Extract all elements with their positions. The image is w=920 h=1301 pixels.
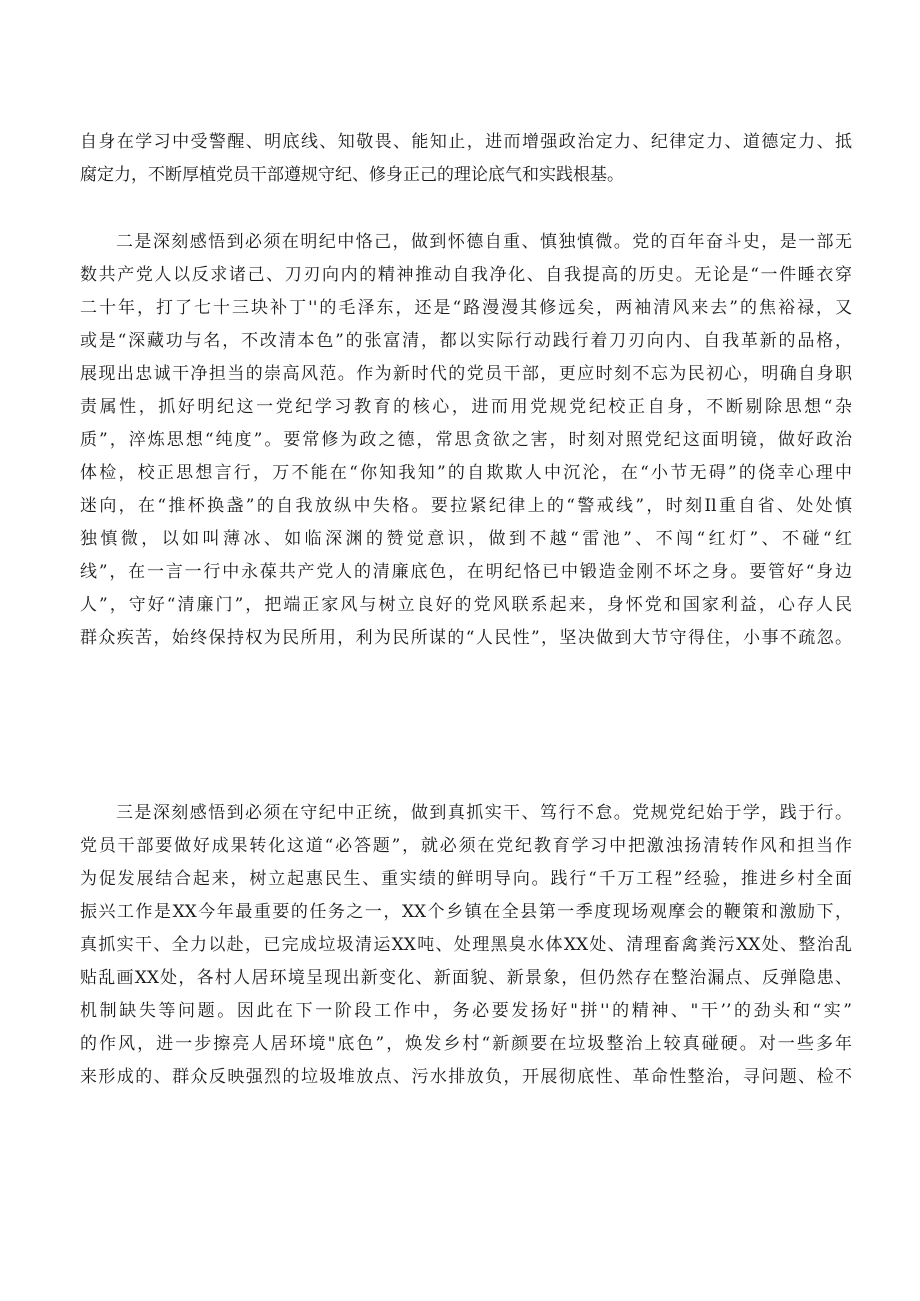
- text-line: 责属性，抓好明纪这一党纪学习教育的核心，进而用党规党纪校正自身，不断剔除思想“杂: [80, 397, 852, 417]
- text-line: 真抓实干、全力以赴，已完成垃圾清运XX吨、处理黑臭水体XX处、清理畜禽粪污XX处、整治乱: [80, 935, 852, 955]
- text-line: 的作风，进一步擦亮人居环境"底色”，焕发乡村“新颜要在垃圾整治上较真碰硬。对一些多年: [80, 1034, 852, 1054]
- text-line: 数共产党人以反求诸己、刀刃向内的精神推动自我净化、自我提高的历史。无论是“一件睡衣穿: [80, 265, 852, 285]
- text-line: 二是深刻感悟到必须在明纪中恪己，做到怀德自重、慎独慎微。党的百年奋斗史，是一部无: [116, 232, 852, 252]
- text-line: 贴乱画XX处，各村人居环境呈现出新变化、新面貌、新景象，但仍然存在整治漏点、反弹隐患、: [80, 968, 852, 988]
- text-line: 自身在学习中受警醒、明底线、知敬畏、能知止，进而增强政治定力、纪律定力、道德定力、抵: [80, 132, 852, 152]
- paragraph-continuation: [80, 126, 852, 192]
- text-line: 来形成的、群众反映强烈的垃圾堆放点、污水排放负，开展彻底性、革命性整治，寻问题、检不: [80, 1067, 852, 1087]
- text-line: 线”，在一言一行中永葆共产党人的清廉底色，在明纪恪已中锻造金刚不坏之身。要管好“身边: [80, 562, 852, 582]
- text-line: 为促发展结合起来，树立起惠民生、重实绩的鲜明导向。践行“千万工程”经验，推进乡村全面: [80, 869, 852, 889]
- text-line: 机制缺失等问题。因此在下一阶段工作中，务必要发扬好"拼''的精神、"干’’的劲头和“实”: [80, 1001, 852, 1021]
- text-line: 或是“深藏功与名，不改清本色”的张富清，都以实际行动践行着刀刃向内、自我革新的品格，: [80, 331, 852, 351]
- text-line: 群众疾苦，始终保持权为民所用，利为民所谋的“人民性”，坚决做到大节守得住，小事不疏忽。: [80, 628, 852, 648]
- text-line: 独慎微，以如叫薄冰、如临深渊的赞觉意识，做到不越“雷池”、不闯“红灯”、不碰“红: [80, 529, 852, 549]
- text-line: 振兴工作是XX今年最重要的任务之一，XX个乡镇在全县第一季度现场观摩会的鞭策和激励下，: [80, 902, 852, 922]
- text-line: 体检，校正思想言行，万不能在“你知我知”的自欺欺人中沉沦，在“小节无碍”的侥幸心理中: [80, 463, 852, 483]
- text-line: 迷向，在“推杯换盏”的自我放纵中失格。要拉紧纪律上的“警戒线”，时刻Il重自省、处处慎: [80, 496, 852, 516]
- text-line: 党员干部要做好成果转化这道“必答题”，就必须在党纪教育学习中把激浊扬清转作风和担当作: [80, 836, 852, 856]
- text-line: 展现出忠诚干净担当的崇高风范。作为新时代的党员干部，更应时刻不忘为民初心，明确自身职: [80, 364, 852, 384]
- text-line: 腐定力，不断厚植党员干部遵规守纪、修身正己的理论底气和实践根基。: [80, 165, 624, 185]
- paragraph-two: [80, 226, 852, 655]
- paragraph-three: [80, 797, 852, 1094]
- text-line: 二十年，打了七十三块补丁''的毛泽东，还是“路漫漫其修远矣，两袖清风来去”的焦裕禄，又: [80, 298, 852, 318]
- text-line: 三是深刻感悟到必须在守纪中正统，做到真抓实干、笃行不怠。党规党纪始于学，践于行。: [116, 803, 852, 823]
- text-line: 人”，守好“清廉门”，把端正家风与树立良好的党风联系起来，身怀党和国家利益，心存人民: [80, 595, 852, 615]
- text-line: 质”，淬炼思想“纯度”。要常修为政之德，常思贪欲之害，时刻对照党纪这面明镜，做好政治: [80, 430, 852, 450]
